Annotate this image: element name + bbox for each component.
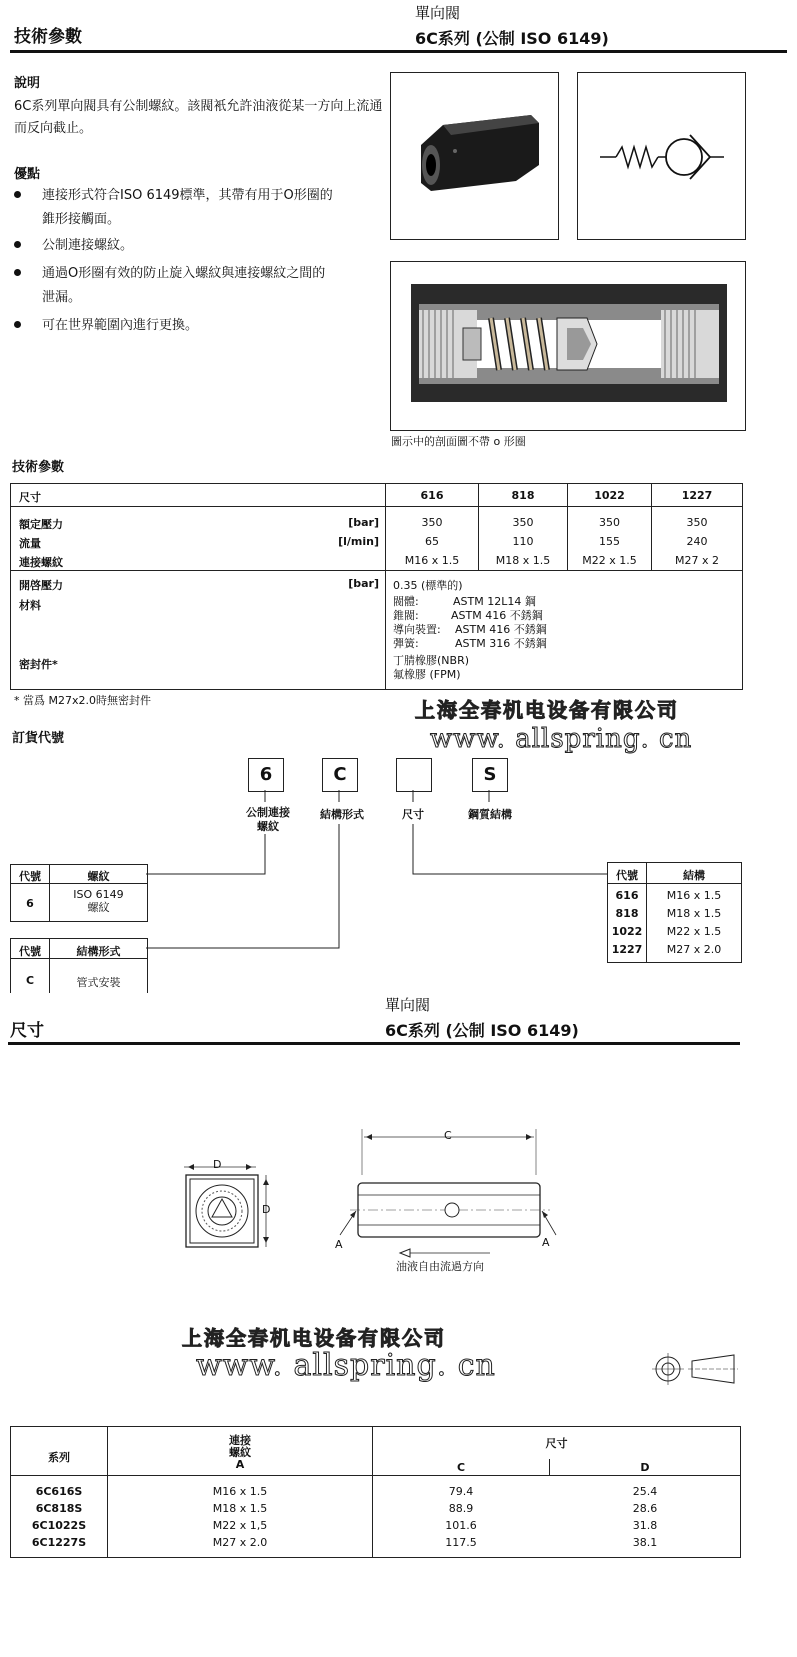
table-cell: 1227 xyxy=(611,943,643,956)
cell-text: 螺紋 xyxy=(87,901,110,914)
list-item-text: 連接形式符合ISO 6149標準，其帶有用于O形圈的 xyxy=(42,188,333,203)
list-item: 氟橡膠 (FPM) xyxy=(393,668,461,681)
table-cell: 28.6 xyxy=(632,1502,658,1515)
table-cell: M22 x 1.5 xyxy=(582,554,637,567)
product-title: 單向閥 xyxy=(415,4,461,22)
table-cell: 818 xyxy=(615,907,639,920)
dimension-drawing xyxy=(160,1125,580,1285)
list-item xyxy=(14,262,394,310)
list-item xyxy=(393,637,547,651)
table-cell: 管式安裝 xyxy=(76,976,121,989)
table-cell: 1022 xyxy=(611,925,643,938)
table-cell: 350 xyxy=(599,516,620,529)
pressure-unit: [bar] xyxy=(348,516,379,529)
order-label-text: 螺紋 xyxy=(257,820,279,833)
product-title-2: 單向閥 xyxy=(385,996,431,1014)
size-818-header: 818 xyxy=(511,489,535,502)
order-label-text: 公制連接 xyxy=(246,806,290,819)
dimension-table xyxy=(10,1426,741,1558)
table-cell: 79.4 xyxy=(448,1485,474,1498)
header-rule-2 xyxy=(8,1042,740,1045)
list-item xyxy=(393,595,547,609)
flow-label: 流量 xyxy=(19,537,41,550)
table-cell: 350 xyxy=(686,516,708,529)
table-header: D xyxy=(640,1461,650,1474)
bullet-icon xyxy=(14,269,21,276)
table-cell: 6C818S xyxy=(35,1502,83,1515)
size-1022-header: 1022 xyxy=(594,489,625,502)
dim-a-label-left: A xyxy=(335,1238,343,1251)
watermark-company: 上海全春机电设备有限公司 xyxy=(415,698,679,722)
list-item-text: 錐形接觸面。 xyxy=(42,212,121,227)
table-cell: M16 x 1.5 xyxy=(666,889,722,902)
table-cell: M18 x 1.5 xyxy=(666,907,722,920)
order-code-title: 訂貨代號 xyxy=(12,731,65,746)
table-cell: M22 x 1,5 xyxy=(212,1519,268,1532)
dim-d-label-side: D xyxy=(262,1203,271,1216)
pressure-label: 額定壓力 xyxy=(19,518,63,531)
table-cell: 240 xyxy=(686,535,708,548)
table-header: 代號 xyxy=(616,869,638,882)
header-text: 螺紋 xyxy=(229,1446,251,1459)
table-header: 代號 xyxy=(19,945,41,958)
order-box-steel: S xyxy=(472,758,508,792)
list-item xyxy=(14,184,394,232)
product-series: 6C系列 (公制 ISO 6149) xyxy=(415,29,609,48)
table-cell xyxy=(50,888,147,914)
table-cell: C xyxy=(25,974,35,987)
table-header: 螺紋 xyxy=(87,870,110,883)
list-item-text: 通過O形圈有效的防止旋入螺紋與連接螺紋之間的 xyxy=(42,266,326,281)
table-cell: 6C616S xyxy=(35,1485,83,1498)
table-cell: 65 xyxy=(425,535,439,548)
table-cell: M27 x 2.0 xyxy=(666,943,722,956)
dim-d-label-top: D xyxy=(213,1158,222,1171)
list-item-text: 泄漏。 xyxy=(42,290,82,305)
table-header: 結構 xyxy=(683,869,705,882)
order-box-size xyxy=(396,758,432,792)
structure-code-table xyxy=(10,938,148,993)
material-value: ASTM 316 不銹鋼 xyxy=(455,637,547,650)
header-rule xyxy=(10,50,787,53)
material-value: ASTM 12L14 鋼 xyxy=(453,595,536,608)
size-label: 尺寸 xyxy=(19,491,41,504)
list-item-text: 公制連接螺紋。 xyxy=(42,238,134,253)
table-cell: 6C1022S xyxy=(31,1519,87,1532)
table-cell: M16 x 1.5 xyxy=(212,1485,268,1498)
material-value: ASTM 416 不銹鋼 xyxy=(451,609,543,622)
spec-table xyxy=(10,483,743,690)
table-cell: M18 x 1.5 xyxy=(212,1502,268,1515)
table-cell: M18 x 1.5 xyxy=(495,554,551,567)
flow-direction-label: 油液自由流過方向 xyxy=(396,1260,484,1273)
list-item xyxy=(14,234,394,258)
table-cell: 155 xyxy=(599,535,620,548)
table-cell: 25.4 xyxy=(632,1485,658,1498)
table-cell: M27 x 2.0 xyxy=(212,1536,268,1549)
material-part: 閥體: xyxy=(393,595,419,608)
material-label: 材料 xyxy=(19,599,41,612)
table-cell: M22 x 1.5 xyxy=(666,925,722,938)
page-title-2: 尺寸 xyxy=(10,1021,44,1041)
cell-text: ISO 6149 xyxy=(73,888,124,901)
table-cell: 88.9 xyxy=(448,1502,474,1515)
table-cell: 350 xyxy=(512,516,534,529)
table-cell: 6 xyxy=(26,897,34,910)
advantages-list xyxy=(14,184,394,338)
thread-label: 連接螺紋 xyxy=(19,556,63,569)
watermark-url: www. allspring. cn xyxy=(430,724,693,754)
table-header: 代號 xyxy=(19,870,41,883)
bullet-icon xyxy=(14,321,21,328)
dim-c-label: C xyxy=(444,1129,452,1142)
list-item xyxy=(393,623,547,637)
material-value: ASTM 416 不銹鋼 xyxy=(455,623,547,636)
size-616-header: 616 xyxy=(420,489,444,502)
tech-params-title: 技術參數 xyxy=(12,460,65,475)
watermark-company-2: 上海全春机电设备有限公司 xyxy=(182,1326,446,1350)
order-box-thread: 6 xyxy=(248,758,284,792)
list-item: 丁腈橡膠(NBR) xyxy=(393,654,470,667)
cracking-unit: [bar] xyxy=(348,577,379,590)
material-part: 導向裝置: xyxy=(393,623,441,636)
order-label-size: 尺寸 xyxy=(402,808,424,821)
check-valve-symbol xyxy=(577,72,746,240)
table-cell: 101.6 xyxy=(445,1519,477,1532)
product-series-2: 6C系列 (公制 ISO 6149) xyxy=(385,1021,579,1040)
thread-code-table xyxy=(10,864,148,922)
table-header: C xyxy=(456,1461,466,1474)
list-item xyxy=(14,314,394,338)
cross-section-caption: 圖示中的剖面圖不帶 o 形圈 xyxy=(391,435,526,448)
cracking-value: 0.35 (標準的) xyxy=(393,579,463,592)
size-1227-header: 1227 xyxy=(681,489,713,502)
bullet-icon xyxy=(14,191,21,198)
list-item xyxy=(393,609,547,623)
material-part: 彈簧: xyxy=(393,637,419,650)
table-cell: 616 xyxy=(615,889,639,902)
cracking-label: 開啓壓力 xyxy=(19,579,63,592)
seal-list xyxy=(393,654,469,682)
footnote: * 當爲 M27x2.0時無密封件 xyxy=(14,694,151,707)
description-text: 6C系列單向閥具有公制螺紋。該閥衹允許油液從某一方向上流通而反向截止。 xyxy=(14,99,383,136)
order-label-structure: 結構形式 xyxy=(320,808,364,821)
projection-symbol-icon xyxy=(650,1352,740,1386)
description-title: 說明 xyxy=(14,76,41,91)
size-code-table xyxy=(607,862,742,963)
table-header: 結構形式 xyxy=(76,945,121,958)
cross-section-drawing xyxy=(390,261,746,431)
order-label-steel: 鋼質結構 xyxy=(468,808,512,821)
header-text: A xyxy=(235,1458,245,1471)
table-cell: 38.1 xyxy=(632,1536,658,1549)
table-cell: 117.5 xyxy=(445,1536,477,1549)
table-cell: 6C1227S xyxy=(31,1536,87,1549)
watermark-url-2: www. allspring. cn xyxy=(196,1348,496,1383)
product-photo xyxy=(390,72,559,240)
advantages-title: 優點 xyxy=(14,167,41,182)
page-title: 技術參數 xyxy=(14,27,82,47)
material-part: 錐閥: xyxy=(393,609,419,622)
table-cell: M27 x 2 xyxy=(675,554,719,567)
bullet-icon xyxy=(14,241,21,248)
seal-label: 密封件* xyxy=(19,658,58,671)
dim-a-label-right: A xyxy=(542,1236,550,1249)
material-list xyxy=(393,595,547,651)
table-cell: M16 x 1.5 xyxy=(404,554,460,567)
table-header: 系列 xyxy=(48,1451,70,1464)
table-cell: 350 xyxy=(421,516,443,529)
header-text: 連接 xyxy=(229,1434,251,1447)
table-cell: 31.8 xyxy=(632,1519,658,1532)
table-header xyxy=(108,1435,372,1471)
order-box-structure: C xyxy=(322,758,358,792)
table-header: 尺寸 xyxy=(545,1437,568,1450)
table-cell: 110 xyxy=(512,535,534,548)
flow-unit: [l/min] xyxy=(338,535,379,548)
list-item-text: 可在世界範圍內進行更換。 xyxy=(42,318,199,333)
